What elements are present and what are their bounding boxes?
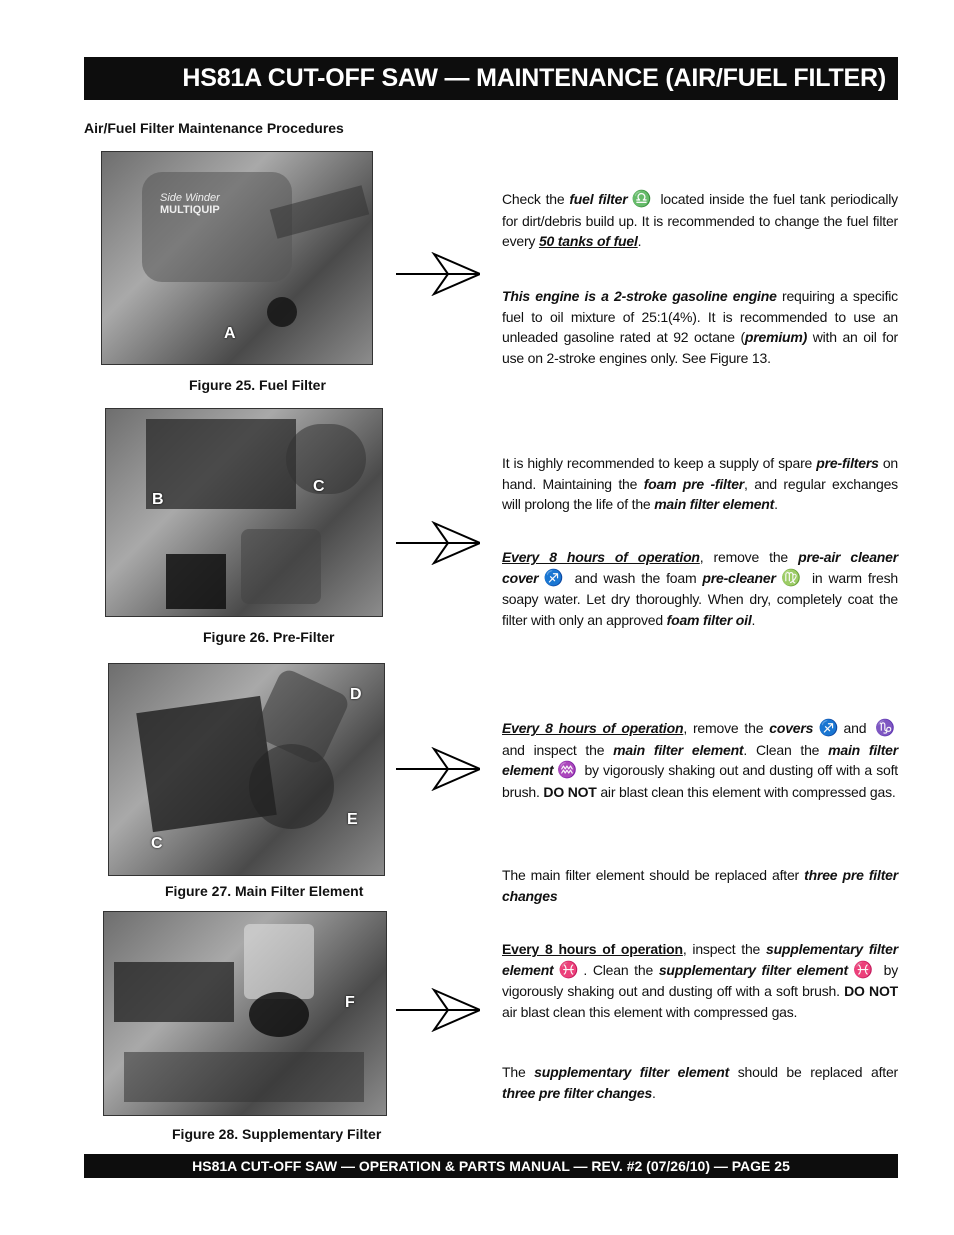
symbol-f-icon: ♒	[556, 762, 578, 779]
paragraph: The supplementary filter element should be replaced after three pre filter changes.	[502, 1064, 898, 1101]
callout-label: F	[345, 994, 355, 1011]
supplementary-filter-replace-text	[502, 1062, 898, 1103]
arrow-icon	[396, 747, 480, 791]
paragraph: It is highly recommended to keep a supply of spare pre-filters on hand. Maintaining the foam pre -filter, and regular exchanges will prolong the life of the main filter element.	[502, 455, 898, 512]
paragraph: This engine is a 2-stroke gasoline engine requiring a specific fuel to oil mixture of 25:1(4%). It is recommended to use an unleaded gasoline rated at 92 octane (premium) with an oil for use on 2-stroke engines only. See Figure 13.	[502, 288, 898, 366]
supplementary-filter-photo	[103, 911, 387, 1116]
pre-filter-supply-text	[502, 453, 898, 515]
callout-label: A	[224, 325, 236, 342]
figure-caption: Figure 26. Pre-Filter	[203, 629, 335, 645]
page-footer	[84, 1154, 898, 1178]
fuel-filter-photo	[101, 151, 373, 365]
footer-text: HS81A CUT-OFF SAW — OPERATION & PARTS MANUAL — REV. #2 (07/26/10) — PAGE 25	[192, 1158, 790, 1174]
engine-fuel-text	[502, 286, 898, 368]
callout-label: B	[152, 491, 164, 508]
paragraph: Every 8 hours of operation, remove the covers ♐ and ♑ and inspect the main filter element. Clean the main filter element ♒ by vigorously shaking out and dusting off with a soft brush. DO NOT air blast clean this element with compressed gas.	[502, 720, 898, 800]
callout-label: E	[347, 811, 358, 828]
symbol-g-icon: ♓	[556, 961, 581, 979]
main-filter-replace-text	[502, 865, 898, 906]
callout-label: D	[350, 686, 362, 703]
paragraph: Check the fuel filter ♎ located inside the fuel tank periodically for dirt/debris build up. It is recommended to change the fuel filter every 50 tanks of fuel.	[502, 191, 898, 249]
figure-caption: Figure 28. Supplementary Filter	[172, 1126, 382, 1142]
arrow-icon	[396, 252, 480, 296]
page-title: HS81A CUT-OFF SAW — MAINTENANCE (AIR/FUEL FILTER)	[182, 64, 886, 92]
symbol-d-icon: ♐	[816, 720, 841, 737]
paragraph: Every 8 hours of operation, remove the pre-air cleaner cover ♐ and wash the foam pre-cleaner ♍ in warm fresh soapy water. Let dry thoroughly. When dry, completely coat the filter with only an approved foam filter oil.	[502, 549, 898, 628]
figure-caption: Figure 25. Fuel Filter	[189, 377, 326, 393]
page-header	[84, 57, 898, 100]
pre-filter-photo	[105, 408, 383, 617]
symbol-g-icon: ♓	[850, 961, 875, 979]
pre-filter-clean-text	[502, 547, 898, 630]
brand-script: Side Winder	[160, 192, 220, 204]
figure-caption: Figure 27. Main Filter Element	[165, 883, 364, 899]
arrow-icon	[396, 521, 480, 565]
paragraph: The main filter element should be replaced after three pre filter changes	[502, 867, 898, 904]
brand-name: MULTIQUIP	[160, 204, 220, 216]
main-filter-clean-text	[502, 718, 898, 802]
paragraph: Every 8 hours of operation, inspect the supplementary filter element ♓ . Clean the supplementary filter element ♓ by vigorously shaking out and dusting off with a soft brush. DO NOT air blast clean this element with compressed gas.	[502, 941, 899, 1020]
symbol-e-icon: ♑	[875, 720, 895, 737]
arrow-icon	[396, 988, 480, 1032]
supplementary-filter-clean-text	[502, 939, 898, 1022]
section-title: Air/Fuel Filter Maintenance Procedures	[84, 120, 344, 136]
fuel-filter-text	[502, 189, 898, 252]
symbol-c-icon: ♍	[778, 569, 804, 587]
symbol-a-icon: ♎	[630, 191, 653, 208]
brand-logo	[160, 192, 220, 216]
callout-label: C	[151, 835, 163, 852]
callout-label: C	[313, 478, 325, 495]
symbol-b-icon: ♐	[541, 569, 566, 587]
main-filter-photo	[108, 663, 385, 876]
